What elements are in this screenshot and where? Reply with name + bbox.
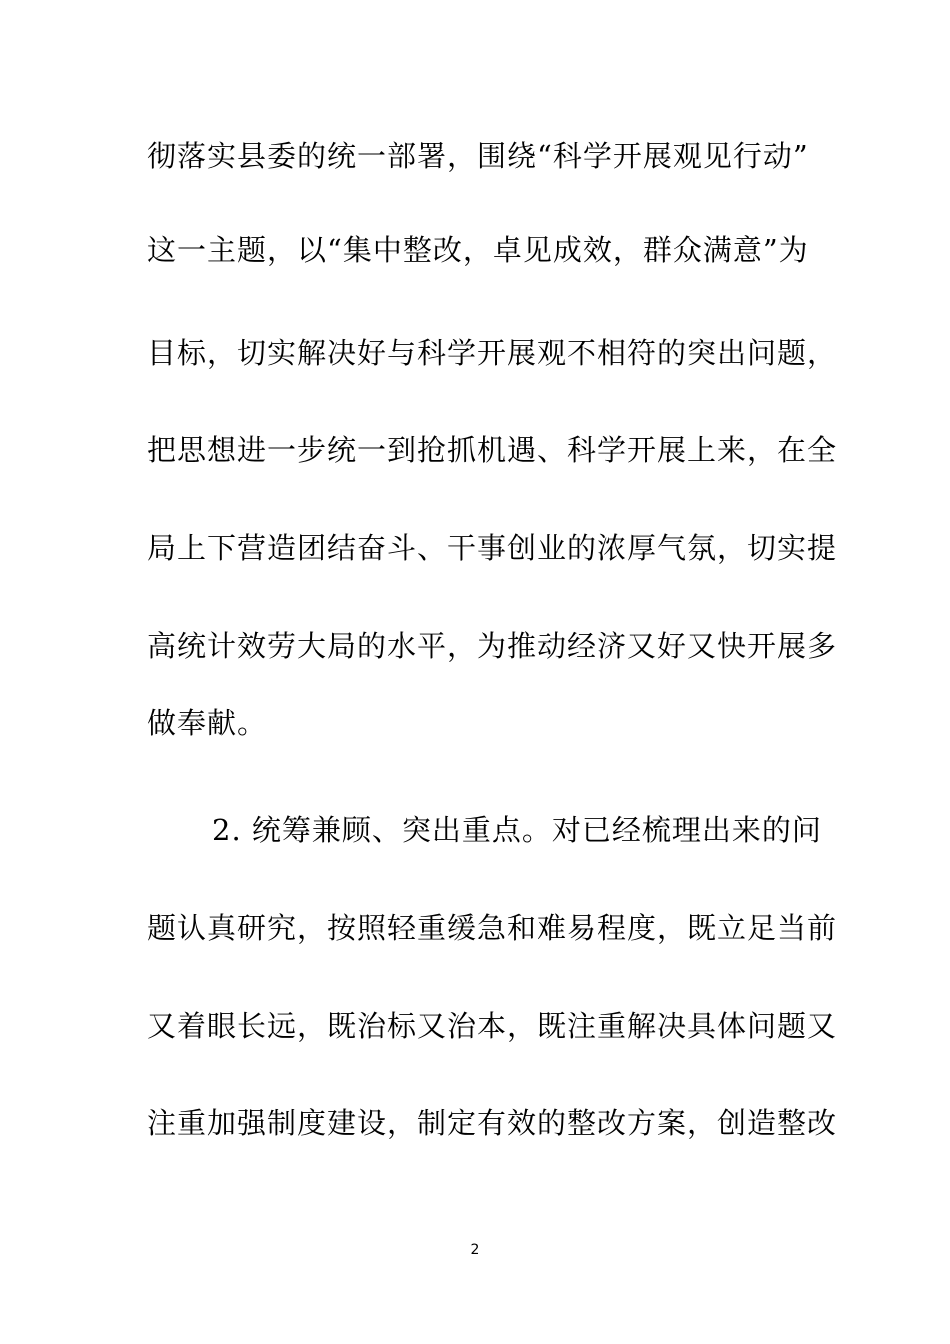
- text-line: 注重加强制度建设，制定有效的整改方案，创造整改: [147, 1106, 838, 1140]
- page-number: 2: [470, 1242, 480, 1258]
- paragraph-heading-line: 2. 统筹兼顾、突出重点。对已经梳理出来的问: [212, 813, 822, 847]
- text-line: 题认真研究，按照轻重缓急和难易程度，既立足当前: [147, 911, 838, 945]
- text-line: 局上下营造团结奋斗、干事创业的浓厚气氛，切实提: [147, 531, 838, 565]
- text-line: 高统计效劳大局的水平，为推动经济又好又快开展多: [147, 629, 838, 663]
- text-line: 做奉献。: [147, 706, 268, 740]
- text-line: 这一主题，以“集中整改，卓见成效，群众满意”为: [147, 233, 809, 267]
- text-line: 目标，切实解决好与科学开展观不相符的突出问题，: [147, 336, 838, 370]
- text-line: 彻落实县委的统一部署，围绕“科学开展观见行动”: [147, 139, 809, 173]
- text-line: 把思想进一步统一到抢抓机遇、科学开展上来，在全: [147, 433, 838, 467]
- text-line: 又着眼长远，既治标又治本，既注重解决具体问题又: [147, 1009, 838, 1043]
